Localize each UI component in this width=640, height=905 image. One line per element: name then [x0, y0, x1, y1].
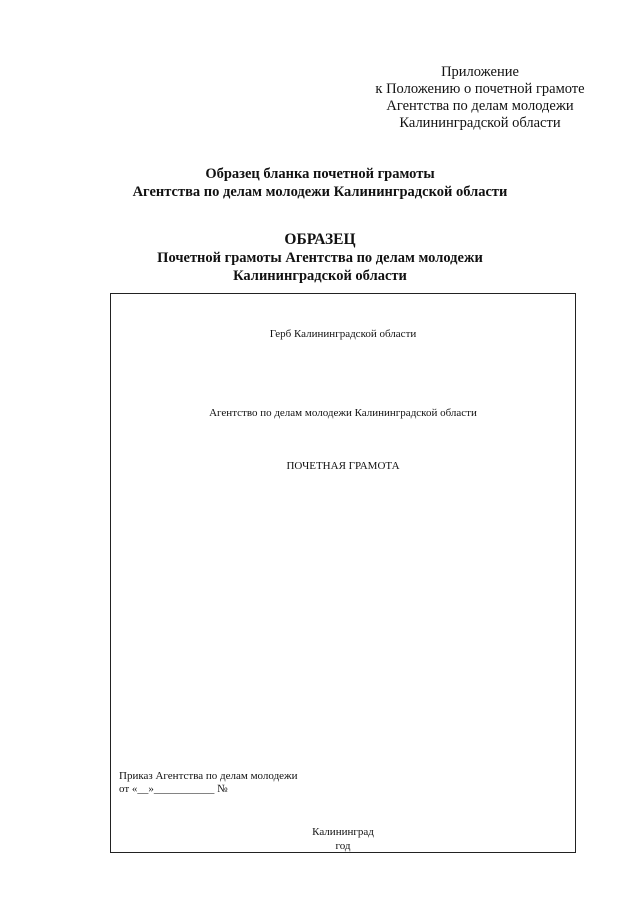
- appendix-line: Калининградской области: [399, 115, 561, 131]
- place-and-year: [111, 825, 575, 853]
- year-label: год: [335, 840, 351, 852]
- agency-name: Агентство по делам молодежи Калининградской области: [209, 407, 477, 419]
- diploma-title: ПОЧЕТНАЯ ГРАМОТА: [286, 460, 400, 472]
- order-line: Приказ Агентства по делам молодежи: [119, 770, 298, 782]
- appendix-note: [330, 64, 630, 132]
- sample-line: Калининградской области: [233, 268, 407, 284]
- heading-line: Образец бланка почетной грамоты: [205, 166, 435, 182]
- coat-of-arms-placeholder: Герб Калининградской области: [269, 328, 417, 340]
- sample-word: ОБРАЗЕЦ: [284, 231, 356, 248]
- order-date-line: от «__»___________ №: [119, 783, 228, 795]
- order-reference: [119, 770, 298, 796]
- city-name: Калининград: [312, 826, 374, 838]
- document-heading: [0, 165, 640, 201]
- appendix-line: Приложение: [441, 64, 519, 80]
- sample-heading: [0, 231, 640, 285]
- diploma-form-frame: [110, 293, 576, 853]
- appendix-line: к Положению о почетной грамоте: [375, 81, 585, 97]
- heading-line: Агентства по делам молодежи Калининградской области: [132, 184, 508, 200]
- appendix-line: Агентства по делам молодежи: [386, 98, 574, 114]
- sample-line: Почетной грамоты Агентства по делам молодежи: [157, 250, 483, 266]
